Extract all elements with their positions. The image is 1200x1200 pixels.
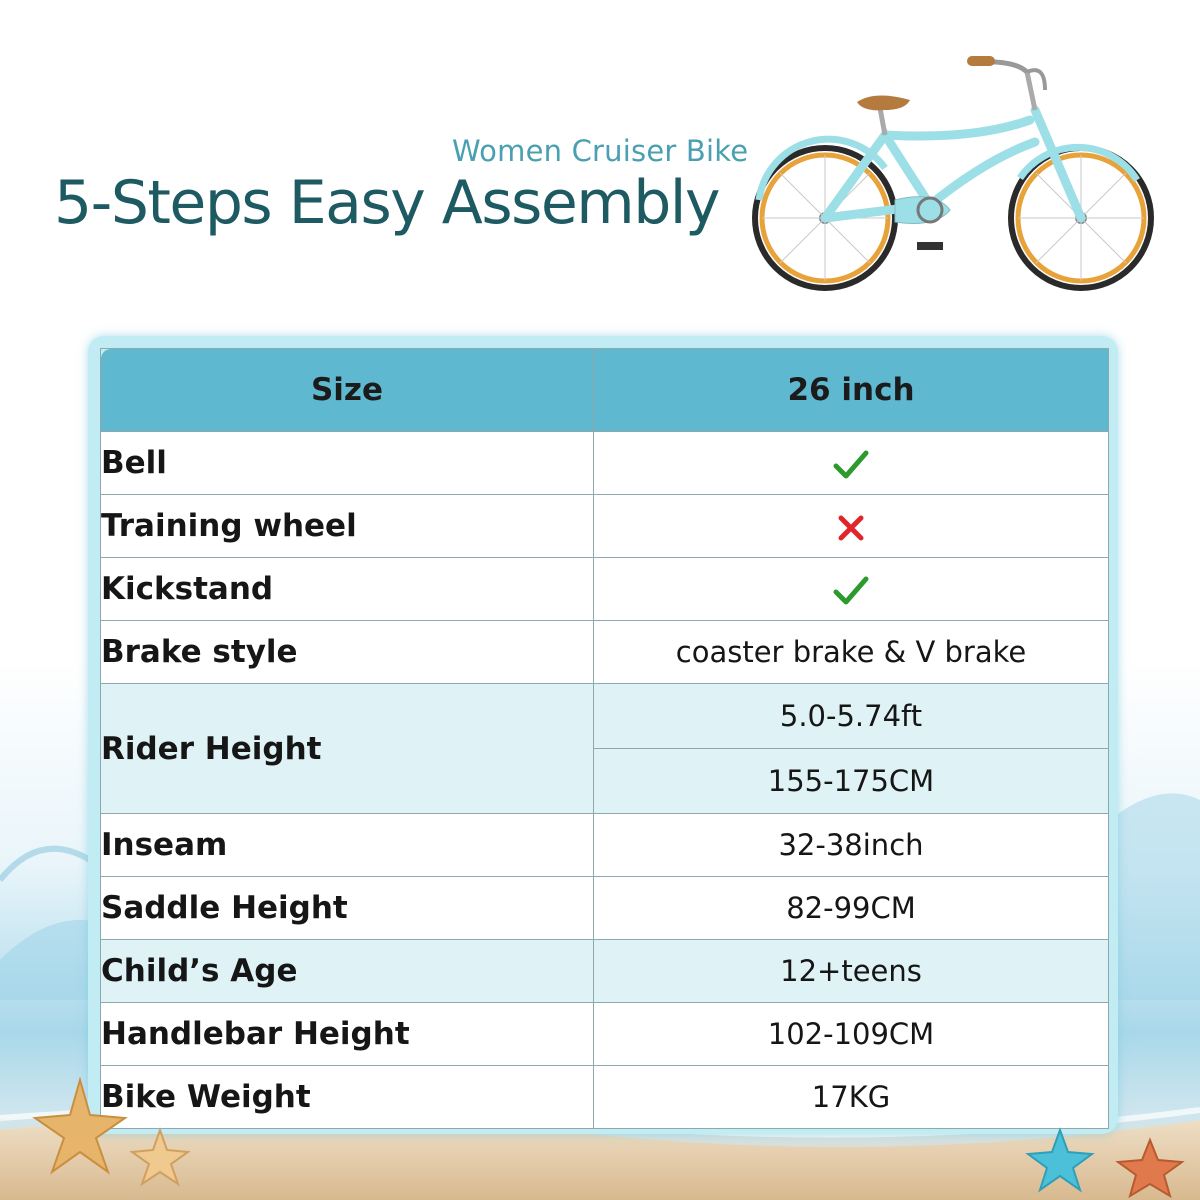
table-row — [101, 1066, 1109, 1129]
table-row — [101, 432, 1109, 495]
product-subtitle: Women Cruiser Bike — [452, 134, 749, 168]
table-row — [101, 495, 1109, 558]
spec-table — [100, 348, 1109, 1129]
table-row — [101, 684, 1109, 749]
check-icon — [833, 449, 869, 481]
row-label: Inseam — [101, 814, 594, 877]
cruiser-bike-image — [745, 50, 1165, 300]
row-label: Saddle Height — [101, 877, 594, 940]
check-icon — [833, 575, 869, 607]
table-row — [101, 558, 1109, 621]
row-label: Kickstand — [101, 558, 594, 621]
row-value — [594, 495, 1109, 558]
starfish-decoration — [20, 1060, 200, 1200]
cross-icon — [836, 513, 866, 543]
page-title: 5-Steps Easy Assembly — [54, 168, 719, 238]
row-value: coaster brake & V brake — [594, 621, 1109, 684]
table-row — [101, 1003, 1109, 1066]
row-label: Handlebar Height — [101, 1003, 594, 1066]
row-label: Rider Height — [101, 684, 594, 814]
row-label: Training wheel — [101, 495, 594, 558]
row-value — [594, 558, 1109, 621]
row-value — [594, 432, 1109, 495]
row-label: Bike Weight — [101, 1066, 594, 1129]
row-value: 102-109CM — [594, 1003, 1109, 1066]
row-value: 82-99CM — [594, 877, 1109, 940]
row-label: Bell — [101, 432, 594, 495]
table-row — [101, 814, 1109, 877]
row-value: 12+teens — [594, 940, 1109, 1003]
row-value: 155-175CM — [594, 749, 1109, 814]
header-size: Size — [101, 349, 594, 432]
header-26-inch: 26 inch — [594, 349, 1109, 432]
row-label: Brake style — [101, 621, 594, 684]
table-row — [101, 877, 1109, 940]
starfish-decoration — [1020, 1120, 1200, 1200]
row-label: Child’s Age — [101, 940, 594, 1003]
table-row — [101, 940, 1109, 1003]
row-value: 17KG — [594, 1066, 1109, 1129]
table-row — [101, 621, 1109, 684]
row-value: 5.0-5.74ft — [594, 684, 1109, 749]
row-value: 32-38inch — [594, 814, 1109, 877]
table-header-row — [101, 349, 1109, 432]
